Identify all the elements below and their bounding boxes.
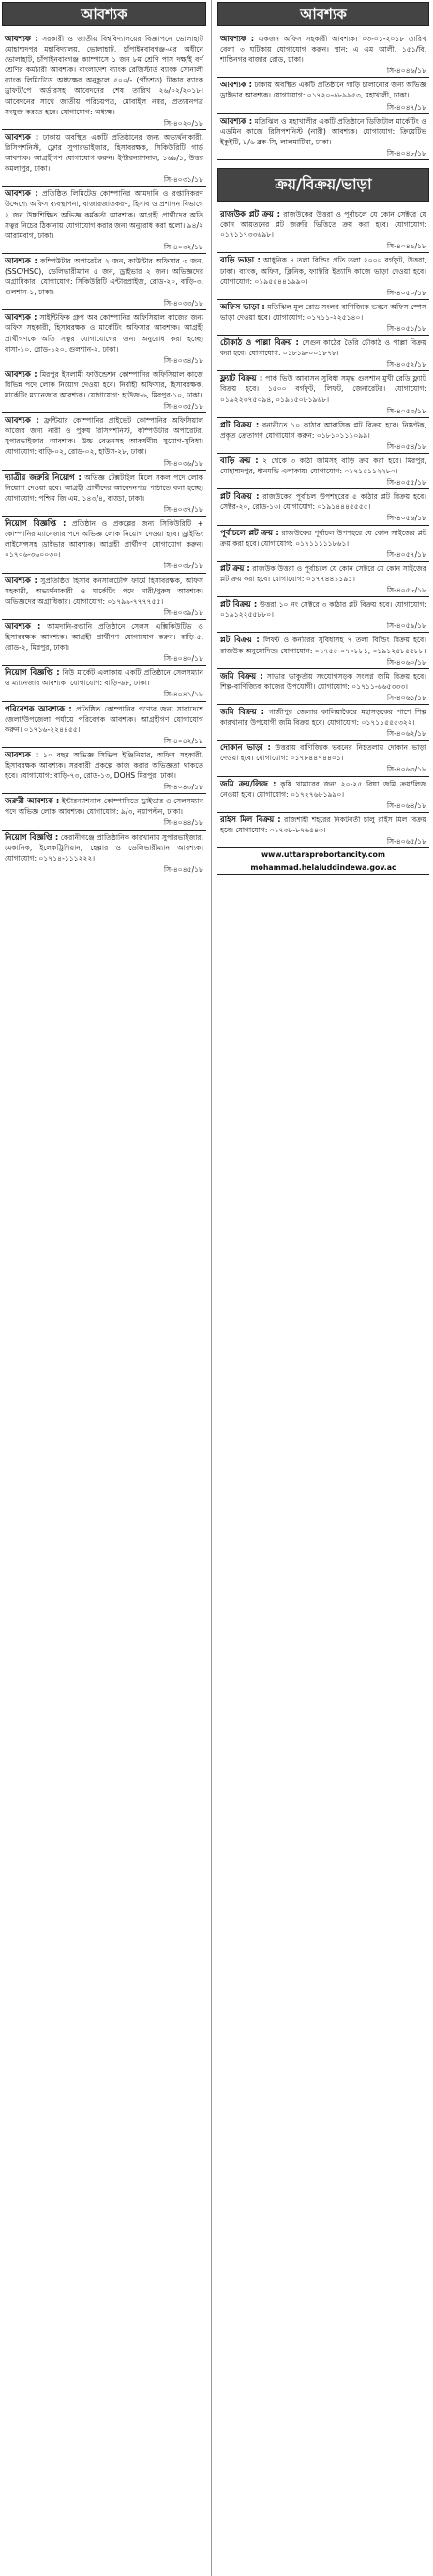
classified-ad (2, 187, 206, 254)
classified-ad (217, 253, 429, 299)
left-column (2, 0, 206, 2576)
classified-ad (217, 371, 429, 417)
ad-code: সি-৪০৫৩/১৮ (386, 406, 426, 415)
ad-code: সি-৪০৪৩/১৮ (163, 783, 203, 792)
ad-keyword: রাজউক প্লট ক্রয় : (220, 209, 280, 219)
ad-code: সি-৪০৩৪/১৮ (163, 355, 203, 365)
ad-body: রাজউকের উত্তরা ও পূর্বাচলে যে কোন সেক্টরে যে কোন আয়তনের প্লট জরুরি ভিত্তিতে ক্রয় করা হবে। যোগাযোগ: ০১৭১১৭৩৩৬৯৮। (220, 210, 426, 240)
ad-keyword: দোকান ভাড়া : (220, 742, 271, 753)
ad-body: অভিজ্ঞ টেক্সটাইল মিলে সকল পদে লোক নিয়োগ দেওয়া হবে। আগ্রহী প্রার্থীদের আবেদনপত্র পাঠাতে বলা হচ্ছে। যোগাযোগ: পশ্চিম জি.এম. ১৪৩/৪, বাড্ডা, ঢাকা। (5, 472, 203, 502)
classified-ad (217, 418, 429, 454)
ad-keyword: আবশ্যক : (5, 621, 41, 631)
classified-ad (2, 471, 206, 517)
ad-keyword: অফিস ভাড়া : (220, 301, 265, 311)
classified-ad (2, 130, 206, 187)
ad-code: সি-৪০৫৮/১৮ (386, 586, 426, 595)
ad-keyword: আবশ্যক : (5, 575, 37, 585)
ad-code: সি-৪০৪২/১৮ (163, 736, 203, 745)
ad-body: কৃষি খামারের জন্য ২০-২৫ বিঘা জমি ক্রয়/লিজ নেওয়া হবে। যোগাযোগ: ০১৭২৭৬৮১৯৯০। (220, 779, 426, 799)
ad-code: সি-৪০৬০/১৮ (386, 657, 426, 666)
ad-body: গাজীপুর জেলার কালিয়াকৈরে মহাসড়কের পাশে শিল্প কারখানার উপযোগী জমি বিক্রয় হবে। যোগাযোগ: ০১৭১১৫৫৫৩২২। (220, 707, 426, 727)
ad-body: সুপ্রতিষ্ঠিত হিসাব কনসালটেন্সি ফার্মে হিসাবরক্ষক, অফিস সহকারী, অভ্যর্থনাকারী ও মার্কেটিং পদে নারী/পুরুষ আবশ্যক। অভিজ্ঞদের অগ্রাধিকার। যোগাযোগ: ০১৭৯৯-৭৭৭৭৫৫। (5, 576, 203, 606)
ad-code: সি-৪০৫৬/১৮ (386, 514, 426, 523)
website-url[interactable]: www.uttaraprobortancity.com (217, 848, 429, 861)
classified-ad (2, 413, 206, 470)
classified-ad (2, 254, 206, 310)
ad-code: সি-৪০৩৩/১৮ (163, 299, 203, 308)
ad-body: সেগুন কাঠের তৈরি চৌকাঠ ও পাল্লা বিক্রয় করা হবে। যোগাযোগ: ০১৮১৯-০০১৮৭৮। (220, 338, 427, 358)
classified-ad (2, 517, 206, 573)
ad-keyword: প্লট বিক্রয় : (220, 599, 258, 609)
ad-keyword: আবশ্যক : (220, 80, 253, 90)
ad-body: উত্তরা ১০ নং সেক্টরে ৩ কাঠার প্লট বিক্রয় হবে। যোগাযোগ: ০১৯১২২৫৫৮৮০। (220, 600, 426, 620)
ad-code: সি-৪০৩৯/১৮ (163, 607, 203, 617)
ad-code: সি-৪০৪৭/১৮ (386, 102, 426, 112)
ad-code: সি-৪০৩২/১৮ (163, 242, 203, 251)
column-divider (211, 0, 212, 2576)
email-address[interactable]: mohammad.helaluddindewa.gov.ac (217, 861, 429, 875)
ad-keyword: ফ্ল্যাট বিক্রয় : (220, 373, 263, 383)
classified-ad (217, 32, 429, 78)
classified-ad (217, 705, 429, 741)
ad-keyword: জমি বিক্রয় : (220, 670, 263, 681)
ad-keyword: আবশ্যক : (5, 34, 38, 43)
ad-code: সি-৪০৫৯/১৮ (386, 622, 426, 631)
ad-body: কম্পিউটার অপারেটর ২ জন, কাউন্টার অফিসার ৩ জন, (SSC/HSC), ডেলিভারীম্যান ৫ জন, ড্রাইভার ২ জন। অভিজ্ঞদের অগ্রাধিকার। যোগাযোগ: সিকিউরিটি এন্টারপ্রাইজ, রোড-২০, বাড়ি-৩, গুলশান-১, ঢাকা। (5, 256, 203, 297)
classified-ad (2, 748, 206, 794)
ad-keyword: নিয়োগ বিজ্ঞপ্তি : (5, 518, 67, 529)
ad-body: প্রতিষ্ঠিত কোম্পানির পণ্যের জন্য সারাদেশে জেলা/উপজেলা পর্যায়ে পরিবেশক আবশ্যক। আগ্রহীগণ যোগাযোগ করুন। ০১৭১৬-২২৪৪৫৫। (5, 704, 203, 734)
ad-code: সি-৪০৬৫/১৮ (386, 837, 426, 846)
ad-code: সি-৪০৫৪/১৮ (386, 442, 426, 451)
ad-body: ঢাকায় অবস্থিত একটি প্রতিষ্ঠানের জন্য অভ্যর্থনাকারী, রিসিপশনিস্ট, ফ্লোর সুপারভাইজার, হিসাবরক্ষক, সিকিউরিটি গার্ড আবশ্যক। আগ্রহীগণ যোগাযোগ করুন। ইন্টারন্যাশনাল, ১৬৯/১, উত্তর কমলাপুর, ঢাকা। (5, 132, 203, 173)
ad-code: সি-৪০৩৮/১৮ (163, 562, 203, 571)
ad-code: সি-৪০৫৫/১৮ (386, 478, 426, 487)
classified-ad (217, 813, 429, 848)
ad-body: কেরানীগঞ্জে প্রাতিষ্ঠানিক কারখানায় সুপারভাইজার, মেকানিক, ইলেকট্রিশিয়ান, হেল্পার ও ডেলিভারীম্যান আবশ্যক। যোগাযোগ: ০১৭১৪-১১১২২২। (5, 832, 203, 862)
ad-keyword: আবশ্যক : (5, 415, 39, 426)
ad-body: ১০ বছর অভিজ্ঞ সিভিল ইঞ্জিনিয়ার, অফিস সহকারী, হিসাবরক্ষক আবশ্যক। সরকারী প্রকল্পে কাজ করার অভিজ্ঞতা থাকতে হবে। যোগাযোগ: বাড়ি-৭৩, রোড-১৩, DOHS মিরপুর, ঢাকা। (5, 750, 203, 781)
ad-code: সি-৪০৪৮/১৮ (386, 148, 426, 157)
ad-body: রাজউকের পূর্বাচল উপশহরে যে কোন সাইজের প্লট ক্রয় করা হবে। যোগাযোগ: ০১৭১১১১১৮৬১। (220, 528, 426, 547)
ad-body: আধুনিক ৪ তলা বিল্ডিং প্রতি তলা ২০০০ বর্গফুট, উত্তরা, ঢাকা। ব্যাংক, অফিস, ক্লিনিক, ফ্যাক্টরি ইত্যাদি কাজে ভাড়া দেওয়া হবে। যোগাযোগ: ০১৯৫৫৪৪১৯৯০। (220, 256, 426, 286)
ad-body: ২ থেকে ৩ কাঠা জমিসহ বাড়ি ক্রয় করা হবে। মিরপুর, মোহাম্মদপুর, ধানমন্ডি এলাকায়। যোগাযোগ: ০১৭১৫১১২২৮০। (220, 457, 426, 476)
ad-body: ফ্রন্টিয়ার কোম্পানির প্রাইভেট কোম্পানির অফিসিয়াল কাজের জন্য নারী ও পুরুষ রিসিপশনিস্ট, কম্পিউটার অপারেটর, সুপারভাইজার আবশ্যক। উচ্চ বেতনসহ আকর্ষণীয় সুযোগ-সুবিধা। যোগাযোগ: বাড়ি-০২, রোড-০২, হাউস-২৮, ঢাকা। (5, 416, 203, 457)
ad-body: প্রতিষ্ঠিত লিমিটেড কোম্পানির আমদানি ও রপ্তানিকরণ উদ্দেশ্যে অফিস ব্যবস্থাপনা, বাজারজাতকরণ, হিসাব ও প্রশাসন বিভাগে ২ জন উচ্চশিক্ষিত অভিজ্ঞ কর্মকর্তা আবশ্যক। আগ্রহী প্রার্থীদের অতি সত্বর নিচের ঠিকানায় যোগাযোগ করার জন্য অনুরোধ করা হলো। ৯৪/২ আরামবাগ, ঢাকা। (5, 189, 203, 240)
ad-keyword: প্লট বিক্রয় : (220, 491, 260, 502)
left-ads-list (2, 32, 206, 876)
ad-body: মিরপুর ইসলামী ফাউন্ডেশন কোম্পানির অফিসিয়াল কাজে বিভিন্ন পদে লোক নিয়োগ দেওয়া হবে। নির্বাহী অফিসার, হিসাবরক্ষক, মার্কেটিং ম্যানেজার আবশ্যক। যোগাযোগ: হাউজ-৬, মিরপুর-১০, ঢাকা। (5, 369, 203, 399)
ad-code: সি-৪০৪৫/১৮ (163, 864, 203, 874)
ad-body: নিউ মার্কেট এলাকায় একটি প্রতিষ্ঠানে সেলসম্যান ও ম্যানেজার আবশ্যক। যোগাযোগ: বাড়ি-৬৮, ঢাকা। (5, 668, 203, 688)
classified-ad (217, 526, 429, 562)
ad-code: সি-৪০৩৭/১৮ (163, 504, 203, 514)
ad-code: সি-৪০৬৪/১৮ (386, 801, 426, 810)
ad-code: সি-৪০৪১/১৮ (163, 690, 203, 699)
ad-keyword: আবশ্যক : (5, 749, 39, 759)
ad-keyword: জরুরী আবশ্যক : (5, 796, 60, 806)
section-header-required: আবশ্যক (2, 2, 206, 26)
classified-ad (217, 114, 429, 160)
ad-code: সি-৪০৪৪/১৮ (163, 818, 203, 828)
ad-code: সি-৪০৪৬/১৮ (386, 67, 426, 76)
classified-ad (217, 777, 429, 813)
classified-ad (2, 666, 206, 701)
ad-body: সাভার ভাকুর্তায় সংযোগসড়ক সংলগ্ন জমি বিক্রয় হবে। শিল্প-বাণিজ্যিক কাজের উপযোগী। যোগাযোগ: ০১৭১১-৬৬৫৩৩৩। (220, 671, 427, 691)
ad-body: রাজউকের পূর্বাচল উপশহরের ৫ কাঠার প্লট বিক্রয় হবে। সেক্টর-২০, রোড-১৩। যোগাযোগ: ০১৯১৪৪৪৫৫৫৫। (220, 492, 426, 512)
ad-keyword: বাড়ি ক্রয় : (220, 456, 259, 465)
ad-code: সি-৪০৪০/১৮ (163, 654, 203, 664)
right-column (217, 0, 429, 2576)
ad-keyword: জমি ক্রয়/লিজ : (220, 778, 276, 788)
classified-ad (217, 336, 429, 371)
ad-body: রাজউক উত্তরা ও পূর্বাচলে যে কোন সেক্টরে যে কোন সাইজের প্লট ক্রয় করা হবে। যোগাযোগ: ০১৭৭৪৪১১৯১। (220, 563, 426, 583)
ad-keyword: প্লট ক্রয় : (220, 562, 250, 573)
classified-ad (2, 831, 206, 876)
ad-code: সি-৪০৩১/১৮ (163, 175, 203, 185)
ad-body: মতিঝিল মূল রোড সংলগ্ন বাণিজ্যিক ভবনে অফিস স্পেস ভাড়া দেওয়া হবে। যোগাযোগ: ০১৭১১-২২৫১৪০। (220, 302, 426, 322)
ad-body: সরকারী ও জাতীয় বিশ্ববিদ্যালয়ের বিজ্ঞাপনে ভোলাহাট মোহাম্মদপুর মহাবিদ্যালয়, ভোলাহাট, চাঁপাইনবাবগঞ্জ-এর অধীনে ভোলাহাট, চাঁপাইনবাবগঞ্জ ক্যাম্পাসে ১ জন ৮ম শ্রেণি পাস দক্ষ/ই বর্ণ শ্রেণির কর্মচারী আবশ্যক। বাংলাদেশ ব্যাংক রেজিস্টার্ড ব্যাংক সোনালী ব্যাংক লিমিটেডে অধ্যক্ষের অনুকূলে ৫০০/- (পাঁচশত) টাকার ব্যাংক ড্রাফট/পে অর্ডারসহ আবেদনের শেষ তারিখ ২৬/০২/২০১৮। আবেদনের সাথে জাতীয় পরিচয়পত্র, মোবাইল নম্বর, প্রত্যয়নপত্র সংযুক্ত করতে হবে। যোগাযোগ: অধ্যক্ষ। (5, 35, 203, 116)
classified-ad (2, 574, 206, 620)
classified-ad (2, 367, 206, 413)
ad-keyword: নিয়োগ বিজ্ঞপ্তি : (5, 667, 60, 678)
classified-ad (2, 702, 206, 748)
ad-body: একজন অফিস সহকারী আবশ্যক। ০৩-০১-২০১৮ তারিখ বেলা ৩ ঘটিকায় যোগাযোগ করুন। স্থান: এ এম আলী, ১৫১/বি, শান্তিনগর বাজার রোড, ঢাকা। (220, 35, 426, 65)
ad-keyword: আবশ্যক : (220, 115, 253, 126)
classified-ad (217, 562, 429, 597)
ad-keyword: জমি বিক্রয় : (220, 706, 265, 716)
ad-code: সি-৪০৫২/১৮ (386, 360, 426, 369)
ad-code: সি-৪০৫৭/১৮ (386, 549, 426, 559)
ad-keyword: আবশ্যক : (5, 255, 37, 265)
classified-ad (2, 32, 206, 130)
ad-keyword: বাড়ি ভাড়া : (220, 255, 261, 265)
classified-ad (2, 310, 206, 367)
ad-keyword: আবশ্যক : (5, 312, 37, 322)
classified-ad (217, 741, 429, 776)
ad-keyword: আবশ্যক : (220, 34, 255, 43)
ad-keyword: নিয়োগ বিজ্ঞপ্তি : (5, 831, 59, 842)
ad-code: সি-৪০৬১/১৮ (386, 693, 426, 702)
buy-sell-ads-list (217, 207, 429, 848)
ad-body: উত্তরায় বাণিজ্যিক ভবনের নিচতলায় দোকান ভাড়া দেওয়া হবে। যোগাযোগ: ০১৭৮৪৪৭৪৪০১। (220, 743, 426, 763)
ad-code: সি-৪০৩৬/১৮ (163, 458, 203, 468)
ad-body: প্রতিষ্ঠান ও প্রকল্পের জন্য সিকিউরিটি + কোম্পানির ম্যানেজার পদে অভিজ্ঞ লোক নিয়োগ দেওয়া হবে। ড্রাইভিং লাইসেন্সসহ ড্রাইভার আবশ্যক। আগ্রহী প্রার্থীগণ যোগাযোগ করুন। ০১৭০৬-৩৬০০৩০। (5, 519, 203, 560)
ad-code: সি-৪০৬৩/১৮ (386, 765, 426, 774)
classified-ad (2, 620, 206, 666)
classified-ad (217, 207, 429, 253)
ad-keyword: দ্যাত্রীর জরুরি নিয়োগ : (5, 472, 82, 482)
ad-body: বনানীতে ১০ কাঠার আবাসিক প্লট বিক্রয় হবে। নিষ্কণ্টক, প্রকৃত ক্রেতাগণ যোগাযোগ করুন: ০১৮১০১১১০৯৯। (220, 420, 426, 440)
classified-ad (217, 454, 429, 489)
ad-code: সি-৪০৫১/১৮ (386, 323, 426, 333)
section-header-buy-sell-rent: ক্রয়/বিক্রয়/ভাড়া (217, 168, 429, 202)
classified-ad (217, 78, 429, 113)
ad-keyword: প্লট বিক্রয় : (220, 635, 260, 645)
ad-body: রাজশাহী শহরের নিকটবর্তী চালু রাইস মিল বিক্রয় হবে। যোগাযোগ: ০১৭৩৮-৮৭৬৫৪৩। (220, 815, 427, 834)
ad-body: লিফট ও কর্নারের সুবিধাসহ ৭ তলা বিল্ডিং বিক্রয় হবে। রাজউক অনুমোদিত। যোগাযোগ: ০১৭৫৫-০৭০৮৮১, ০১৯১২৫৮৫৫৮৮। (220, 636, 426, 655)
ad-keyword: পূর্বাচলে প্লট ক্রয় : (220, 527, 279, 537)
section-header-required-right: আবশ্যক (217, 2, 429, 26)
ad-keyword: প্লট বিক্রয় : (220, 419, 260, 429)
classified-ad (217, 597, 429, 633)
ad-body: ইন্টারন্যাশনাল কোম্পানিতে ড্রাইভার ও সেলসম্যান পদে অভিজ্ঞ লোক আবশ্যক। যোগাযোগ: ৯/৩, নয়াপল্টন, ঢাকা। (5, 797, 203, 816)
classified-ad (217, 633, 429, 668)
classified-ad (2, 794, 206, 830)
ad-body: পার্ক ভিউ আবাসন সুবিধা সমৃদ্ধ গুলশান মুখী রেডি ফ্ল্যাট বিক্রয় হবে। ১৫০০ বর্গফুট, লিফট, জেনারেটর। যোগাযোগ: ০১৯২২৩৭৫০৯৪, ০১৯১৫০৮১৯৬৮। (220, 374, 427, 404)
ad-code: সি-৪০৬২/১৮ (386, 729, 426, 739)
ad-body: ঢাকায় অবস্থিত একটি প্রতিষ্ঠানে গাড়ি চালানোর জন্য অভিজ্ঞ ড্রাইভার আবশ্যক। যোগাযোগ: ০১৭২০-৬৮৯৯৫৩, মহাখালী, ঢাকা। (220, 81, 426, 100)
ad-keyword: আবশ্যক : (5, 188, 38, 199)
ad-keyword: চৌকাঠ ও পাল্লা বিক্রয় : (220, 337, 299, 348)
ad-code: সি-৪০৩৫/১৮ (163, 402, 203, 412)
right-ads-list (217, 32, 429, 160)
ad-code: সি-৪০৪৯/১৮ (386, 242, 426, 251)
ad-body: মতিঝিল ও মহাখালীর একটি প্রতিষ্ঠানে ডিজিটাল মার্কেটিং ও এডমিন কাজে রিসিপশনিস্ট (নারী) আবশ্যক। যোগাযোগ: ক্রিয়েটিভ ইকুইটি, ৮/৬ ব্লক-সি, লালমাটিয়া, ঢাকা। (220, 116, 426, 146)
classified-ad (217, 489, 429, 525)
ad-body: সাইন্টিফিক গ্রুপ অব কোম্পানির অফিসিয়াল কাজের জন্য অফিস সহকারী, হিসাবরক্ষক ও মার্কেটিং অফিসার আবশ্যক। আগ্রহী প্রার্থীগণকে অতি সত্বর যোগাযোগের জন্য অনুরোধ করা হচ্ছে। বাসা-১০, রোড-১২০, গুলশান-২, ঢাকা। (5, 313, 203, 353)
ad-keyword: আবশ্যক : (5, 368, 37, 379)
ad-code: সি-৪০৫০/১৮ (386, 288, 426, 297)
ad-body: আমদানি-রপ্তানি প্রতিষ্ঠানে সেলস এক্সিকিউটিভ ও হিসাবরক্ষক আবশ্যক। আগ্রহী প্রার্থীগণ যোগাযোগ করুন। বাড়ি-৫, রোড-২, মিরপুর, ঢাকা। (5, 622, 203, 652)
ad-code: সি-৪০২০/১৮ (163, 118, 203, 127)
classified-ad (217, 300, 429, 336)
ad-keyword: রাইস মিল বিক্রয় : (220, 814, 281, 824)
ad-keyword: আবশ্যক : (5, 131, 39, 142)
classified-ad (217, 669, 429, 705)
ad-keyword: পরিবেশক আবশ্যক : (5, 703, 72, 713)
